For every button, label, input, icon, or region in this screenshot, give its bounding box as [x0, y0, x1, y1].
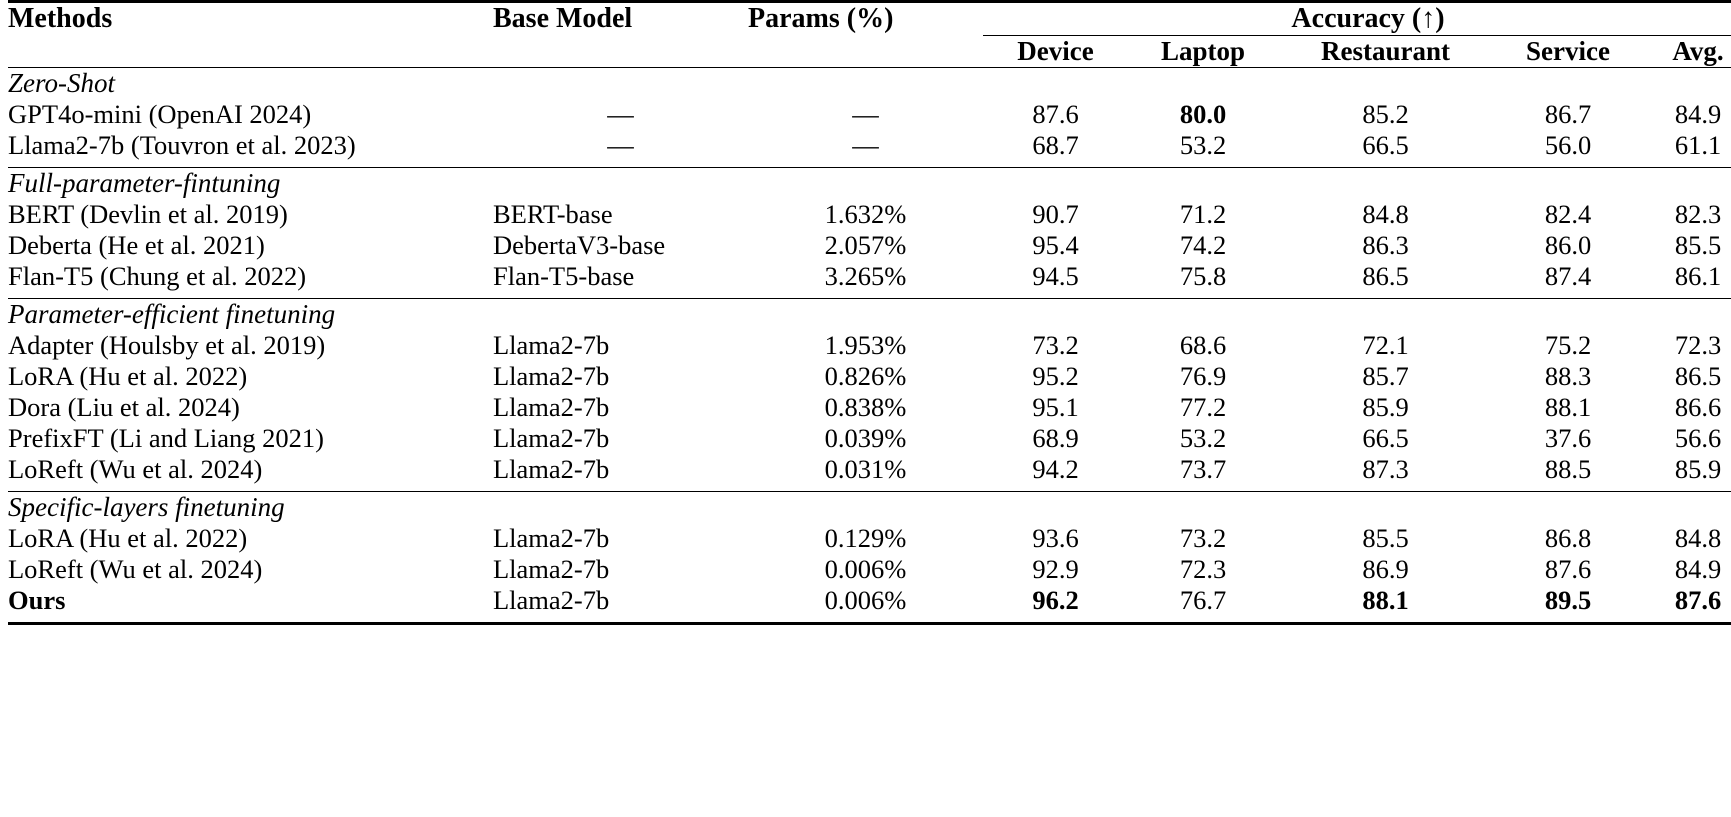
group-label-row: [8, 492, 1731, 523]
cell-params: 0.838%: [824, 392, 907, 422]
cell-method: LoReft (Wu et al. 2024): [8, 454, 263, 484]
cell-restaurant: 86.9: [1362, 554, 1409, 584]
cell-params: —: [852, 99, 879, 129]
cell-service: 86.7: [1544, 99, 1592, 129]
cell-avg: 87.6: [1674, 585, 1722, 615]
cell-params: 1.632%: [824, 199, 907, 229]
table-row: [8, 523, 1731, 554]
group-label-zero-shot: Zero-Shot: [8, 68, 115, 98]
cell-laptop: 73.7: [1179, 454, 1227, 484]
table-row: [8, 554, 1731, 585]
cell-laptop: 75.8: [1179, 261, 1227, 291]
cell-service: 87.6: [1544, 554, 1592, 584]
cell-device: 68.9: [1032, 423, 1079, 453]
cell-device: 94.5: [1032, 261, 1079, 291]
group-label-specific-layers: Specific-layers finetuning: [8, 492, 285, 522]
cell-method: PrefixFT (Li and Liang 2021): [8, 423, 324, 453]
cell-restaurant: 85.9: [1362, 392, 1409, 422]
cell-method: Adapter (Houlsby et al. 2019): [8, 330, 326, 360]
cell-params: 0.031%: [824, 454, 907, 484]
cell-service: 82.4: [1544, 199, 1592, 229]
cell-restaurant: 86.5: [1362, 261, 1409, 291]
header-params: Params (%): [748, 3, 894, 34]
cell-laptop: 73.2: [1179, 523, 1227, 553]
cell-restaurant: 85.2: [1362, 99, 1409, 129]
cell-base: Llama2-7b: [493, 392, 610, 422]
cell-laptop: 53.2: [1179, 423, 1227, 453]
cell-service: 87.4: [1544, 261, 1592, 291]
cell-device: 95.2: [1032, 361, 1079, 391]
cell-avg: 56.6: [1674, 423, 1722, 453]
cell-base: Llama2-7b: [493, 361, 610, 391]
table-row: [8, 99, 1731, 130]
cell-base: Llama2-7b: [493, 523, 610, 553]
header-accuracy: Accuracy (↑): [983, 3, 1731, 36]
header-row-primary: [8, 3, 1731, 36]
cell-laptop: 71.2: [1179, 199, 1227, 229]
cell-method: BERT (Devlin et al. 2019): [8, 199, 288, 229]
cell-avg: 86.5: [1674, 361, 1722, 391]
cell-base: Llama2-7b: [493, 585, 610, 615]
cell-base: Llama2-7b: [493, 330, 610, 360]
header-laptop: Laptop: [1160, 36, 1246, 66]
table-row: [8, 454, 1731, 485]
table-row-ours: [8, 585, 1731, 616]
cell-service: 86.8: [1544, 523, 1592, 553]
cell-params: 0.006%: [824, 554, 907, 584]
group-label-row: [8, 299, 1731, 330]
cell-restaurant: 84.8: [1362, 199, 1409, 229]
cell-device: 92.9: [1032, 554, 1079, 584]
cell-device: 73.2: [1032, 330, 1079, 360]
cell-params: 2.057%: [824, 230, 907, 260]
cell-restaurant: 86.3: [1362, 230, 1409, 260]
cell-laptop: 77.2: [1179, 392, 1227, 422]
table-body: [8, 2, 1731, 626]
cell-params: 0.826%: [824, 361, 907, 391]
cell-device: 96.2: [1032, 585, 1079, 615]
cell-method: LoRA (Hu et al. 2022): [8, 523, 248, 553]
header-base-model: Base Model: [493, 3, 633, 34]
cell-method: Llama2-7b (Touvron et al. 2023): [8, 130, 356, 160]
group-label-row: [8, 168, 1731, 199]
table-row: [8, 392, 1731, 423]
cell-laptop: 76.9: [1179, 361, 1227, 391]
table-row: [8, 423, 1731, 454]
cell-device: 95.1: [1032, 392, 1079, 422]
table-row: [8, 230, 1731, 261]
cell-method: Deberta (He et al. 2021): [8, 230, 265, 260]
table-row: [8, 261, 1731, 292]
cell-laptop: 80.0: [1179, 99, 1227, 129]
cell-avg: 84.9: [1674, 554, 1722, 584]
group-label-peft: Parameter-efficient finetuning: [8, 299, 336, 329]
cell-device: 90.7: [1032, 199, 1079, 229]
cell-method: LoReft (Wu et al. 2024): [8, 554, 263, 584]
results-table: [8, 0, 1731, 625]
cell-method: Ours: [8, 585, 66, 615]
cell-avg: 86.1: [1674, 261, 1722, 291]
cell-params: —: [852, 130, 879, 160]
cell-base: Llama2-7b: [493, 454, 610, 484]
cell-avg: 86.6: [1674, 392, 1722, 422]
cell-restaurant: 66.5: [1362, 423, 1409, 453]
cell-service: 89.5: [1544, 585, 1592, 615]
cell-service: 88.3: [1544, 361, 1592, 391]
group-label-row: [8, 68, 1731, 99]
cell-restaurant: 85.5: [1362, 523, 1409, 553]
cell-avg: 72.3: [1674, 330, 1722, 360]
cell-avg: 84.9: [1674, 99, 1722, 129]
table-row: [8, 130, 1731, 161]
cell-device: 95.4: [1032, 230, 1079, 260]
cell-base: Llama2-7b: [493, 423, 610, 453]
table-row: [8, 361, 1731, 392]
cell-laptop: 74.2: [1179, 230, 1227, 260]
cell-restaurant: 72.1: [1362, 330, 1409, 360]
cell-method: GPT4o-mini (OpenAI 2024): [8, 99, 312, 129]
cell-service: 75.2: [1544, 330, 1592, 360]
cell-base: —: [607, 99, 634, 129]
cell-laptop: 68.6: [1179, 330, 1227, 360]
cell-device: 87.6: [1032, 99, 1079, 129]
cell-device: 94.2: [1032, 454, 1079, 484]
cell-device: 68.7: [1032, 130, 1079, 160]
cell-avg: 84.8: [1674, 523, 1722, 553]
cell-service: 88.5: [1544, 454, 1592, 484]
cell-params: 0.006%: [824, 585, 907, 615]
cell-method: LoRA (Hu et al. 2022): [8, 361, 248, 391]
cell-device: 93.6: [1032, 523, 1079, 553]
cell-restaurant: 88.1: [1362, 585, 1409, 615]
cell-base: Llama2-7b: [493, 554, 610, 584]
cell-service: 37.6: [1544, 423, 1592, 453]
spacer: [8, 616, 1731, 624]
cell-avg: 85.5: [1674, 230, 1722, 260]
cell-restaurant: 66.5: [1362, 130, 1409, 160]
cell-method: Dora (Liu et al. 2024): [8, 392, 240, 422]
table-row: [8, 330, 1731, 361]
cell-restaurant: 85.7: [1362, 361, 1409, 391]
header-avg: Avg.: [1672, 36, 1724, 66]
cell-avg: 61.1: [1674, 130, 1722, 160]
cell-laptop: 72.3: [1179, 554, 1227, 584]
cell-laptop: 76.7: [1179, 585, 1227, 615]
cell-base: DebertaV3-base: [493, 230, 666, 260]
cell-avg: 85.9: [1674, 454, 1722, 484]
cell-params: 1.953%: [824, 330, 907, 360]
header-methods: Methods: [8, 3, 113, 34]
header-service: Service: [1526, 36, 1610, 66]
table-row: [8, 199, 1731, 230]
bottom-rule: [8, 624, 1731, 626]
header-restaurant: Restaurant: [1321, 36, 1450, 66]
cell-avg: 82.3: [1674, 199, 1722, 229]
cell-restaurant: 87.3: [1362, 454, 1409, 484]
cell-params: 0.129%: [824, 523, 907, 553]
cell-params: 3.265%: [824, 261, 907, 291]
cell-laptop: 53.2: [1179, 130, 1227, 160]
header-device: Device: [1017, 36, 1094, 66]
group-label-full-parameter: Full-parameter-fintuning: [8, 168, 281, 198]
cell-base: BERT-base: [493, 199, 613, 229]
cell-base: Flan-T5-base: [493, 261, 635, 291]
cell-params: 0.039%: [824, 423, 907, 453]
cell-base: —: [607, 130, 634, 160]
cell-method: Flan-T5 (Chung et al. 2022): [8, 261, 307, 291]
cell-service: 88.1: [1544, 392, 1592, 422]
cell-service: 86.0: [1544, 230, 1592, 260]
cell-service: 56.0: [1544, 130, 1592, 160]
